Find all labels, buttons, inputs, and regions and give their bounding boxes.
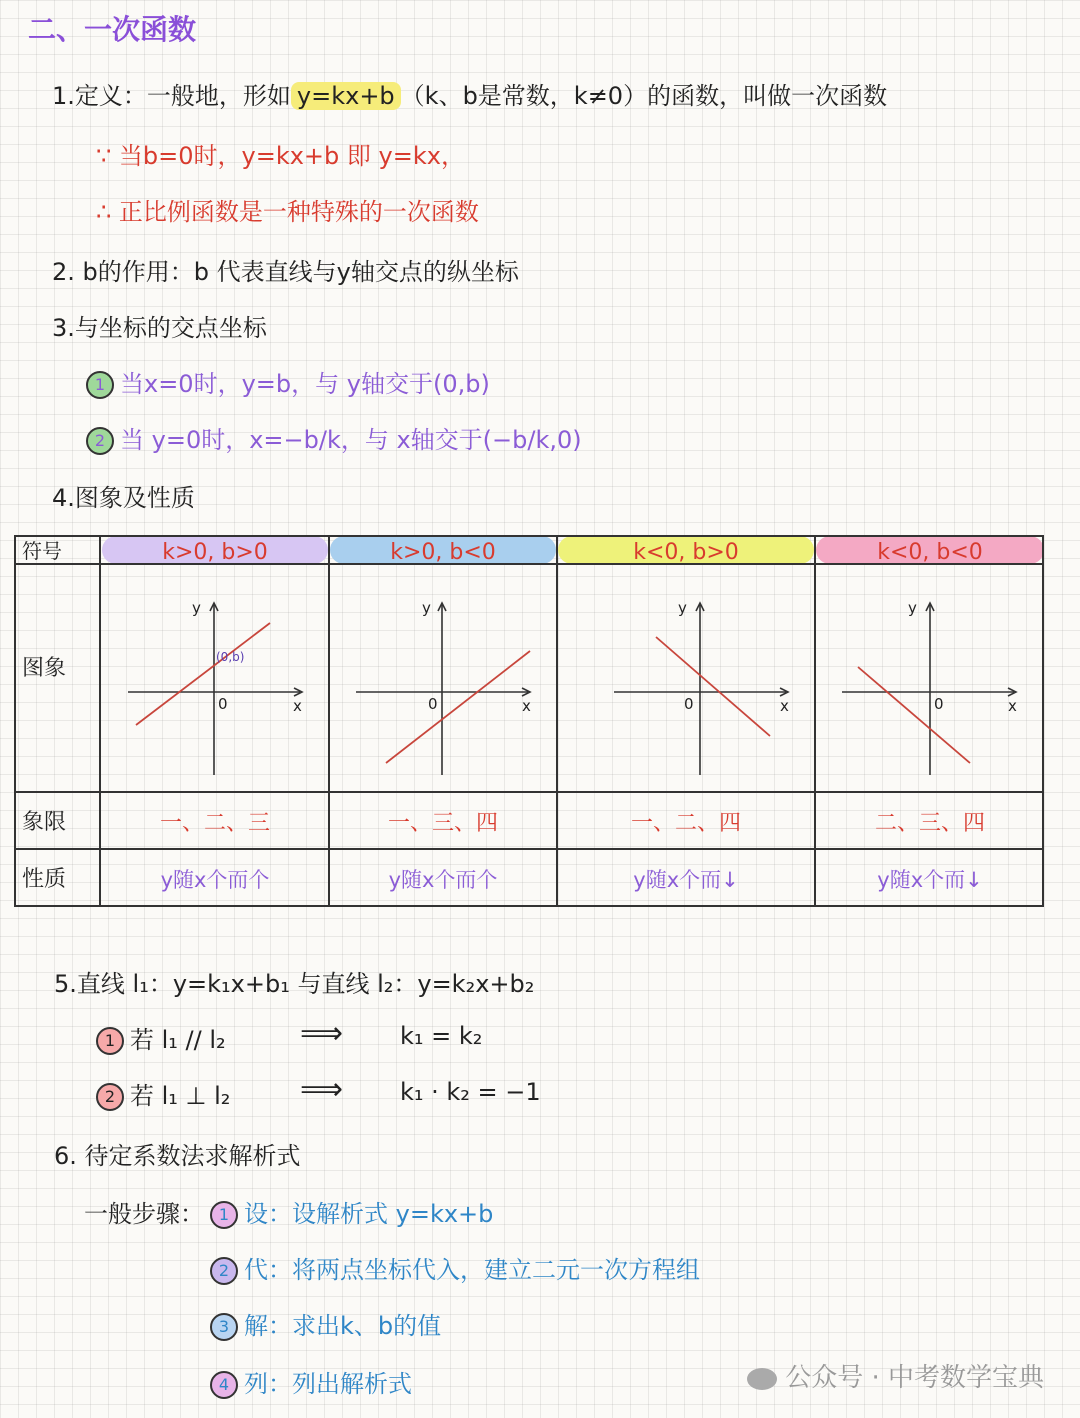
steps-label: 一般步骤： — [84, 1200, 204, 1228]
number-badge: 1 — [96, 1027, 124, 1055]
graph-1-x-label: x — [293, 697, 302, 715]
watermark — [747, 1357, 1044, 1394]
header-col-1: k>0, b>0 — [162, 540, 268, 565]
wechat-icon — [747, 1368, 777, 1390]
number-badge: 2 — [86, 427, 114, 455]
definition-prefix: 1.定义：一般地，形如 — [52, 82, 291, 110]
graph-3-y-label: y — [678, 599, 687, 617]
perpendicular-condition: 若 l₁ ⊥ l₂ — [130, 1082, 231, 1110]
b-role-line: 2. b的作用：b 代表直线与y轴交点的纵坐标 — [52, 258, 519, 286]
intersection-item-1 — [86, 364, 490, 399]
graph-3-origin-label: 0 — [684, 695, 694, 713]
header-col-3: k<0, b>0 — [633, 540, 739, 565]
property-col-4: y随x个而↓ — [877, 868, 983, 892]
step-3 — [210, 1306, 441, 1341]
graph-4-y-label: y — [908, 599, 917, 617]
perpendicular-result: k₁ · k₂ = −1 — [400, 1078, 541, 1106]
graph-4 — [842, 599, 1017, 775]
quadrant-col-3: 一、二、四 — [630, 811, 742, 836]
lines-heading: 5.直线 l₁：y=k₁x+b₁ 与直线 l₂：y=k₂x+b₂ — [54, 970, 535, 998]
number-badge: 1 — [86, 371, 114, 399]
row-label-sign: 符号 — [22, 539, 62, 563]
definition-note-1: ∵ 当b=0时，y=kx+b 即 y=kx， — [96, 142, 465, 170]
row-label-quadrant: 象限 — [22, 810, 67, 835]
method-heading: 6. 待定系数法求解析式 — [54, 1142, 301, 1170]
page-title: 二、一次函数 — [28, 13, 197, 46]
graph-4-x-label: x — [1008, 697, 1017, 715]
step-2-text: 代：将两点坐标代入，建立二元一次方程组 — [244, 1256, 700, 1284]
graph-1 — [128, 599, 302, 775]
graph-2-x-label: x — [522, 697, 531, 715]
step-1-text: 设：设解析式 y=kx+b — [244, 1200, 494, 1228]
step-4-text: 列：列出解析式 — [244, 1370, 412, 1398]
number-badge: 1 — [210, 1201, 238, 1229]
properties-table — [14, 535, 1044, 907]
definition-suffix: （k、b是常数，k≠0）的函数，叫做一次函数 — [400, 82, 888, 110]
quadrant-col-4: 二、三、四 — [874, 811, 986, 836]
graph-2 — [356, 599, 531, 775]
intersection-heading: 3.与坐标的交点坐标 — [52, 314, 267, 342]
number-badge: 3 — [210, 1313, 238, 1341]
number-badge: 4 — [210, 1371, 238, 1399]
graph-1-origin-label: 0 — [218, 695, 228, 713]
intersection-item-2 — [86, 420, 582, 455]
property-col-2: y随x个而个 — [388, 868, 498, 892]
step-3-text: 解：求出k、b的值 — [244, 1312, 442, 1340]
graph-3 — [614, 599, 789, 775]
definition-line — [52, 76, 887, 111]
graph-heading: 4.图象及性质 — [52, 484, 195, 512]
quadrant-col-1: 一、二、三 — [159, 811, 271, 836]
perpendicular-item — [96, 1076, 230, 1111]
number-badge: 2 — [210, 1257, 238, 1285]
graph-1-point-label: (0,b) — [216, 650, 245, 664]
header-col-2: k>0, b<0 — [390, 540, 496, 565]
definition-formula: y=kx+b — [291, 82, 401, 110]
step-2 — [210, 1250, 700, 1285]
parallel-result: k₁ = k₂ — [400, 1022, 483, 1050]
graph-1-y-label: y — [192, 599, 201, 617]
row-label-property: 性质 — [22, 867, 67, 892]
parallel-item — [96, 1020, 226, 1055]
number-badge: 2 — [96, 1083, 124, 1111]
header-col-4: k<0, b<0 — [877, 540, 983, 565]
row-label-graph: 图象 — [22, 656, 67, 681]
graph-2-y-label: y — [422, 599, 431, 617]
property-col-1: y随x个而个 — [160, 868, 270, 892]
implies-arrow-icon: ⟹ — [300, 1016, 344, 1051]
step-4 — [210, 1364, 412, 1399]
property-col-3: y随x个而↓ — [633, 868, 739, 892]
definition-note-2: ∴ 正比例函数是一种特殊的一次函数 — [96, 198, 479, 226]
table-grid — [14, 536, 1044, 906]
intersection-item-1-text: 当x=0时，y=b，与 y轴交于(0,b) — [120, 370, 490, 398]
watermark-text: 公众号 · 中考数学宝典 — [785, 1363, 1044, 1393]
implies-arrow-icon: ⟹ — [300, 1072, 344, 1107]
graph-3-x-label: x — [780, 697, 789, 715]
step-1 — [210, 1194, 493, 1229]
quadrant-col-2: 一、三、四 — [387, 811, 499, 836]
parallel-condition: 若 l₁ // l₂ — [130, 1026, 226, 1054]
graph-4-origin-label: 0 — [934, 695, 944, 713]
table-svg — [14, 535, 1044, 907]
graph-2-origin-label: 0 — [428, 695, 438, 713]
intersection-item-2-text: 当 y=0时，x=−b/k，与 x轴交于(−b/k,0) — [120, 426, 582, 454]
